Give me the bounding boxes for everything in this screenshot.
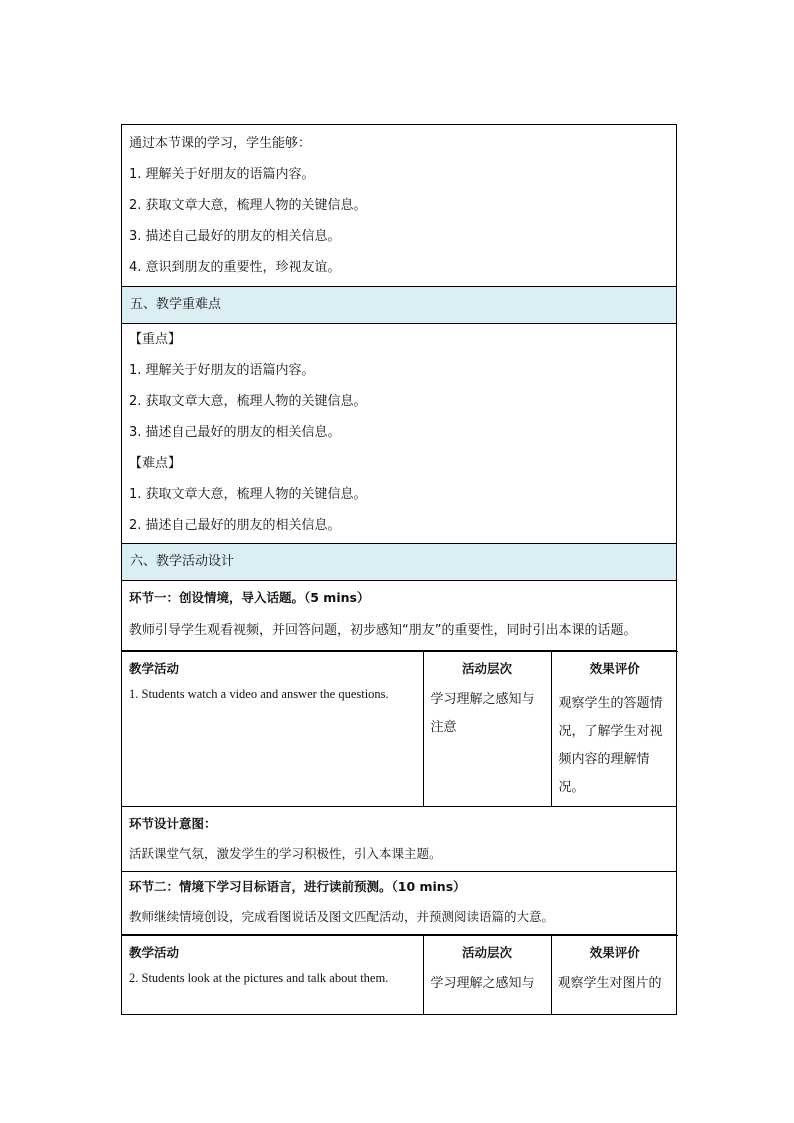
stage1-level-column — [423, 652, 551, 807]
stage2-level-text: 学习理解之感知与 — [430, 976, 535, 991]
stage1-activity-column — [122, 652, 423, 807]
eval-column-header: 效果评价 — [589, 661, 640, 676]
stage1-activity-text: 1. Students watch a video and answer the questions. — [129, 687, 389, 701]
difficult-points-label: 【难点】 — [129, 456, 182, 471]
eval-column-header: 效果评价 — [589, 945, 640, 960]
objective-item: 2. 获取文章大意，梳理人物的关键信息。 — [129, 198, 367, 213]
stage1-activity-cell — [122, 651, 677, 807]
stage2-eval-column — [551, 936, 678, 1014]
activity-column-header: 教学活动 — [129, 945, 180, 960]
stage2-activity-text: 2. Students look at the pictures and talk about them. — [129, 971, 389, 985]
stage2-header-cell — [122, 872, 677, 935]
stage1-intent-cell — [122, 807, 677, 872]
stage1-intent-text: 活跃课堂气氛，激发学生的学习积极性，引入本课主题。 — [129, 846, 442, 861]
stage1-header-cell — [122, 581, 677, 651]
stage1-activity-table — [122, 651, 678, 806]
stage2-activity-column — [122, 936, 423, 1014]
key-point-item: 1. 理解关于好朋友的语篇内容。 — [129, 363, 315, 378]
stage1-title: 环节一：创设情境，导入话题。（5 mins） — [129, 590, 370, 605]
stage2-title: 环节二：情境下学习目标语言，进行读前预测。（10 mins） — [129, 879, 466, 894]
section5-heading: 五、教学重难点 — [122, 287, 677, 324]
key-points-label: 【重点】 — [129, 332, 182, 347]
lesson-plan-table — [121, 124, 677, 1015]
stage2-level-column — [423, 936, 551, 1014]
lesson-plan-page — [121, 124, 677, 1015]
difficult-point-item: 1. 获取文章大意，梳理人物的关键信息。 — [129, 487, 367, 502]
activity-column-header: 教学活动 — [129, 661, 180, 676]
stage1-eval-text: 观察学生的答题情况，了解学生对视频内容的理解情况。 — [558, 696, 663, 795]
key-points-cell — [122, 324, 677, 544]
key-point-item: 3. 描述自己最好的朋友的相关信息。 — [129, 425, 341, 440]
objectives-intro: 通过本节课的学习，学生能够： — [129, 136, 312, 151]
objective-item: 3. 描述自己最好的朋友的相关信息。 — [129, 229, 341, 244]
stage2-activity-cell — [122, 935, 677, 1015]
key-point-item: 2. 获取文章大意，梳理人物的关键信息。 — [129, 394, 367, 409]
objective-item: 1. 理解关于好朋友的语篇内容。 — [129, 167, 315, 182]
objectives-cell — [122, 125, 677, 287]
objective-item: 4. 意识到朋友的重要性，珍视友谊。 — [129, 260, 341, 275]
stage2-eval-text: 观察学生对图片的 — [557, 976, 662, 991]
level-column-header: 活动层次 — [461, 661, 512, 676]
stage1-description: 教师引导学生观看视频，并回答问题，初步感知“朋友”的重要性，同时引出本课的话题。 — [129, 623, 637, 638]
stage2-activity-table — [122, 935, 678, 1014]
stage2-description: 教师继续情境创设，完成看图说话及图文匹配活动，并预测阅读语篇的大意。 — [129, 909, 555, 924]
level-column-header: 活动层次 — [461, 945, 512, 960]
stage1-eval-column — [551, 652, 678, 807]
section6-heading: 六、教学活动设计 — [122, 544, 677, 581]
difficult-point-item: 2. 描述自己最好的朋友的相关信息。 — [129, 518, 341, 533]
stage1-intent-label: 环节设计意图： — [129, 816, 217, 831]
stage1-level-text: 学习理解之感知与注意 — [430, 692, 535, 735]
